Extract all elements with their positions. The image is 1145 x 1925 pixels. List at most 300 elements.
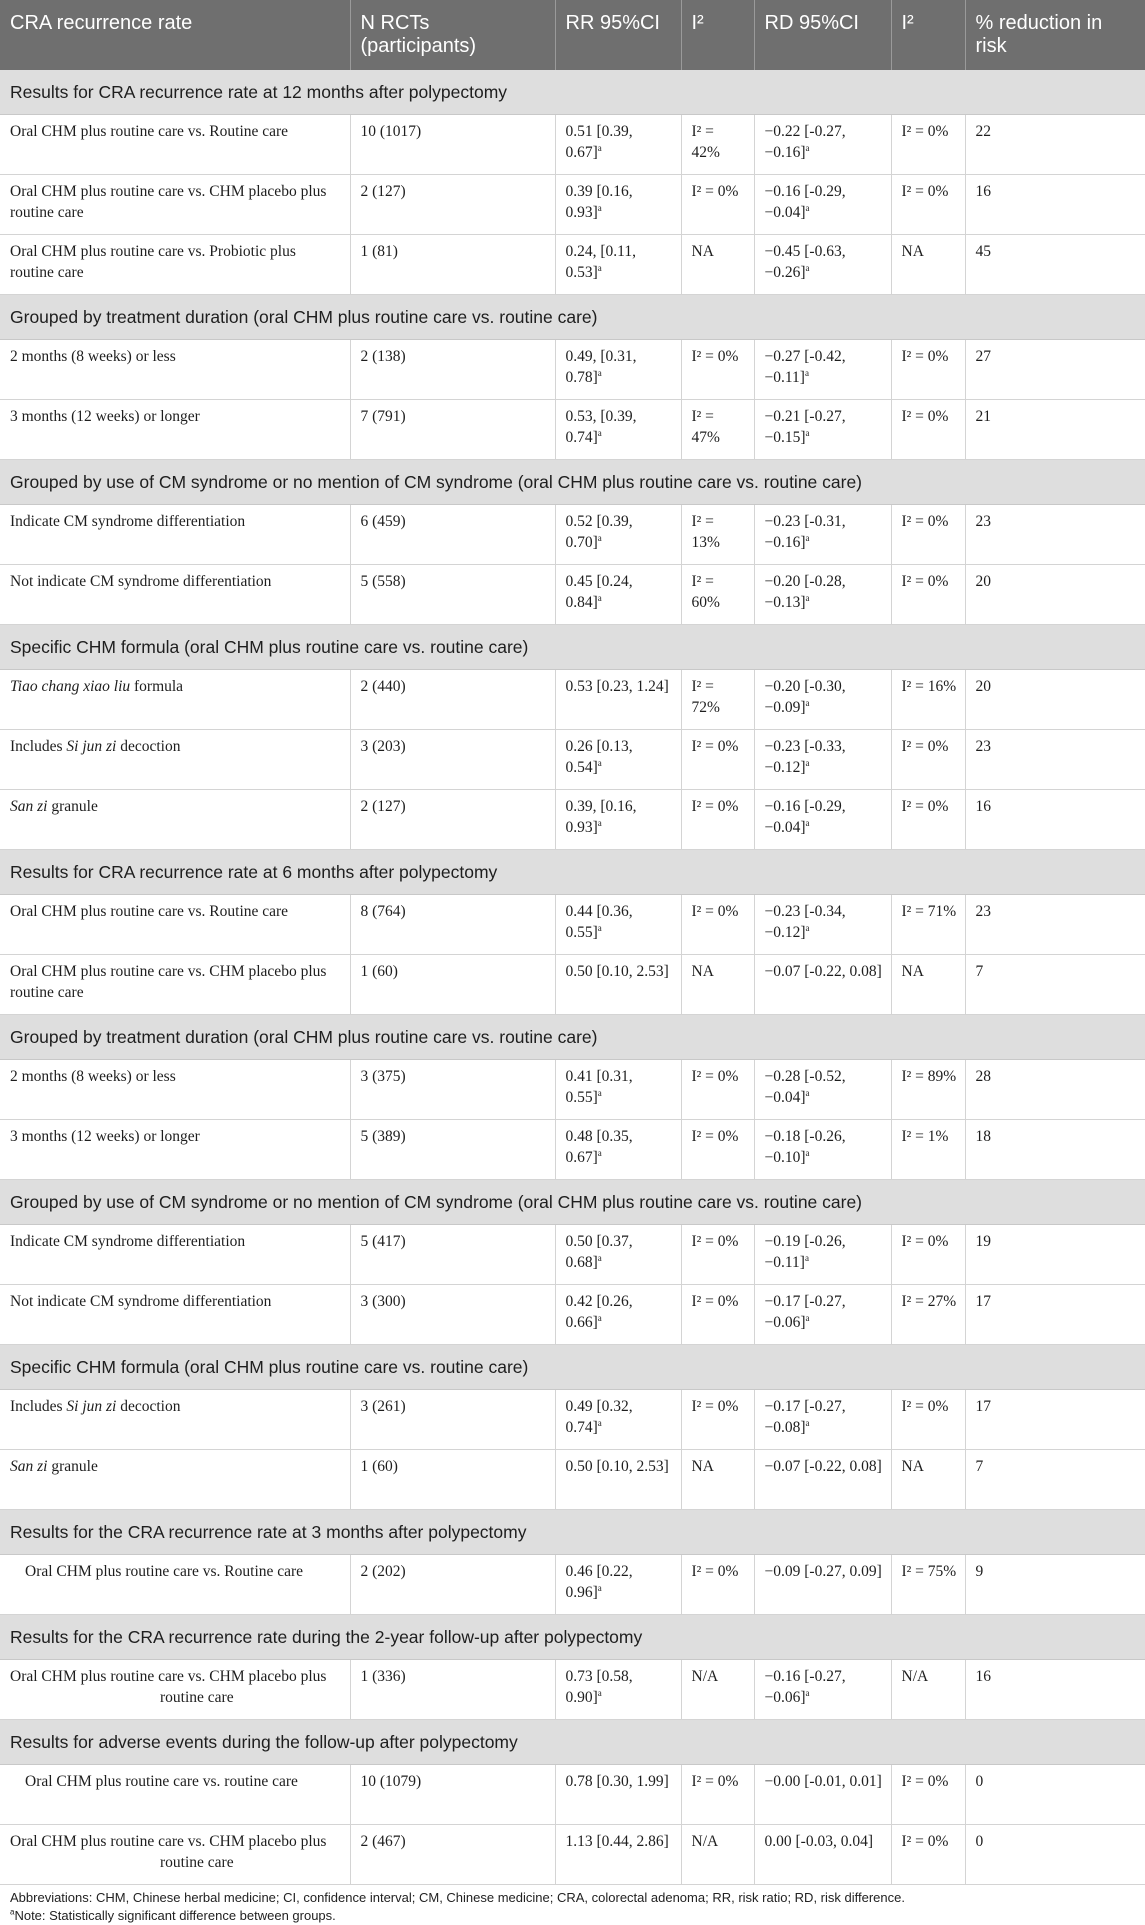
n-rcts-cell: 7 (791)	[350, 400, 555, 460]
rr-value: 0.53, [0.39, 0.74]	[565, 408, 637, 446]
risk-reduction-cell: 20	[965, 670, 1145, 730]
comparison-label	[0, 955, 350, 1015]
rr-cell	[555, 175, 681, 235]
label-text: Oral CHM plus routine care vs. CHM placebo plus routine care	[10, 183, 327, 221]
rr-cell	[555, 565, 681, 625]
i2-rd-cell: I² = 16%	[891, 670, 965, 730]
significance-marker: a	[805, 1147, 810, 1158]
label-text: Oral CHM plus routine care vs. Routine care	[25, 1563, 304, 1580]
significance-marker: a	[805, 1312, 810, 1323]
rd-value: −0.23 [-0.34, −0.12]	[764, 903, 846, 941]
significance-marker: a	[805, 427, 810, 438]
significance-marker: a	[804, 367, 809, 378]
rr-value: 0.50 [0.37, 0.68]	[565, 1233, 633, 1271]
i2-rr-cell: I² = 47%	[681, 400, 754, 460]
risk-reduction-cell: 22	[965, 115, 1145, 175]
i2-rr-cell: I² = 0%	[681, 1390, 754, 1450]
i2-rd-cell: I² = 27%	[891, 1285, 965, 1345]
comparison-label	[0, 1555, 350, 1615]
i2-rd-cell: NA	[891, 1450, 965, 1510]
risk-reduction-cell: 7	[965, 955, 1145, 1015]
rd-value: −0.28 [-0.52, −0.04]	[764, 1068, 846, 1106]
rr-value: 0.44 [0.36, 0.55]	[565, 903, 633, 941]
rd-cell	[754, 790, 891, 850]
rd-cell	[754, 1555, 891, 1615]
n-rcts-cell: 2 (440)	[350, 670, 555, 730]
significance-marker: a	[597, 1312, 602, 1323]
significance-marker: a	[804, 1252, 809, 1263]
table-row	[0, 955, 1145, 1015]
n-rcts-cell: 5 (417)	[350, 1225, 555, 1285]
rd-cell	[754, 1225, 891, 1285]
section-title: Grouped by use of CM syndrome or no mention of CM syndrome (oral CHM plus routine care vs. routine care)	[0, 460, 1145, 505]
rd-cell	[754, 1825, 891, 1885]
rr-value: 0.50 [0.10, 2.53]	[565, 963, 669, 980]
comparison-label	[0, 1825, 350, 1885]
table-row	[0, 1555, 1145, 1615]
rr-cell	[555, 115, 681, 175]
i2-rd-cell: I² = 0%	[891, 565, 965, 625]
i2-rd-cell: NA	[891, 955, 965, 1015]
significance-marker: a	[597, 427, 602, 438]
rr-value: 0.53 [0.23, 1.24]	[565, 678, 669, 695]
section-header-row	[0, 460, 1145, 505]
table-row	[0, 1660, 1145, 1720]
i2-rr-cell: I² = 0%	[681, 1765, 754, 1825]
rr-cell	[555, 400, 681, 460]
n-rcts-cell: 1 (60)	[350, 955, 555, 1015]
rr-cell	[555, 1765, 681, 1825]
i2-rr-cell: I² = 42%	[681, 115, 754, 175]
rr-value: 0.50 [0.10, 2.53]	[565, 1458, 669, 1475]
table-row	[0, 340, 1145, 400]
abbreviations-note: Abbreviations: CHM, Chinese herbal medicine; CI, confidence interval; CM, Chinese medicine; CRA, colorectal adenoma; RR, risk ratio; RD, risk difference.	[10, 1890, 905, 1905]
risk-reduction-cell: 28	[965, 1060, 1145, 1120]
comparison-label	[0, 1450, 350, 1510]
section-title: Results for adverse events during the follow-up after polypectomy	[0, 1720, 1145, 1765]
rr-value: 1.13 [0.44, 2.86]	[565, 1833, 669, 1850]
section-title: Results for the CRA recurrence rate during the 2-year follow-up after polypectomy	[0, 1615, 1145, 1660]
comparison-label	[0, 1660, 350, 1720]
comparison-label	[0, 730, 350, 790]
rd-cell	[754, 955, 891, 1015]
rr-value: 0.51 [0.39, 0.67]	[565, 123, 633, 161]
significance-marker: a	[805, 592, 810, 603]
risk-reduction-cell: 0	[965, 1825, 1145, 1885]
formula-name: Tiao chang xiao liu	[10, 678, 131, 695]
significance-marker: a	[597, 1582, 602, 1593]
n-rcts-cell: 10 (1079)	[350, 1765, 555, 1825]
i2-rr-cell: I² = 72%	[681, 670, 754, 730]
rr-cell	[555, 955, 681, 1015]
label-text: Oral CHM plus routine care vs. Probiotic plus routine care	[10, 243, 296, 281]
footnotes	[0, 1885, 1145, 1925]
comparison-label	[0, 115, 350, 175]
rr-cell	[555, 1450, 681, 1510]
significance-marker: a	[597, 1147, 602, 1158]
table-row	[0, 1120, 1145, 1180]
rd-cell	[754, 505, 891, 565]
i2-rr-cell: I² = 0%	[681, 730, 754, 790]
rr-value: 0.78 [0.30, 1.99]	[565, 1773, 669, 1790]
risk-reduction-cell: 23	[965, 895, 1145, 955]
significance-marker: a	[597, 367, 602, 378]
i2-rd-cell: I² = 1%	[891, 1120, 965, 1180]
rr-cell	[555, 1060, 681, 1120]
section-header-row	[0, 1345, 1145, 1390]
i2-rd-cell: I² = 0%	[891, 730, 965, 790]
i2-rd-cell: I² = 0%	[891, 1225, 965, 1285]
col-header-rr: RR 95%CI	[555, 0, 681, 70]
risk-reduction-cell: 9	[965, 1555, 1145, 1615]
risk-reduction-cell: 17	[965, 1285, 1145, 1345]
significance-marker: a	[597, 592, 602, 603]
table-row	[0, 1825, 1145, 1885]
n-rcts-cell: 10 (1017)	[350, 115, 555, 175]
rd-value: −0.16 [-0.27, −0.06]	[764, 1668, 846, 1706]
label-text: Oral CHM plus routine care vs. Routine care	[10, 903, 289, 920]
significance-marker: a	[597, 817, 602, 828]
i2-rr-cell: I² = 0%	[681, 1120, 754, 1180]
rd-value: −0.17 [-0.27, −0.08]	[764, 1398, 846, 1436]
significance-note	[10, 1907, 1135, 1925]
section-header-row	[0, 1510, 1145, 1555]
table-row	[0, 235, 1145, 295]
rd-value: −0.16 [-0.29, −0.04]	[764, 798, 846, 836]
table-row	[0, 790, 1145, 850]
i2-rd-cell: NA	[891, 235, 965, 295]
rd-cell	[754, 730, 891, 790]
significance-marker: a	[805, 202, 810, 213]
significance-marker: a	[805, 262, 810, 273]
rd-value: −0.45 [-0.63, −0.26]	[764, 243, 846, 281]
significance-marker: a	[597, 1417, 602, 1428]
significance-marker: a	[805, 1417, 810, 1428]
significance-marker: a	[805, 697, 810, 708]
rr-value: 0.39, [0.16, 0.93]	[565, 798, 637, 836]
rr-value: 0.52 [0.39, 0.70]	[565, 513, 633, 551]
significance-marker: a	[597, 922, 602, 933]
table-row	[0, 730, 1145, 790]
rr-cell	[555, 790, 681, 850]
header-row	[0, 0, 1145, 70]
rd-value: −0.21 [-0.27, −0.15]	[764, 408, 846, 446]
rd-cell	[754, 1660, 891, 1720]
label-text: 3 months (12 weeks) or longer	[10, 408, 200, 425]
rr-value: 0.24, [0.11, 0.53]	[565, 243, 636, 281]
risk-reduction-cell: 20	[965, 565, 1145, 625]
label-text: Oral CHM plus routine care vs. Routine care	[10, 123, 289, 140]
label-wrap	[10, 1832, 342, 1873]
comparison-label	[0, 505, 350, 565]
n-rcts-cell: 5 (558)	[350, 565, 555, 625]
rd-value: −0.22 [-0.27, −0.16]	[764, 123, 846, 161]
rr-cell	[555, 235, 681, 295]
label-suffix: granule	[47, 1458, 98, 1475]
rr-cell	[555, 1825, 681, 1885]
rr-value: 0.48 [0.35, 0.67]	[565, 1128, 633, 1166]
col-header-n-rcts: N RCTs (participants)	[350, 0, 555, 70]
i2-rd-cell: I² = 0%	[891, 1390, 965, 1450]
rd-value: −0.23 [-0.31, −0.16]	[764, 513, 846, 551]
i2-rd-cell: I² = 0%	[891, 505, 965, 565]
comparison-label	[0, 670, 350, 730]
table-row	[0, 1060, 1145, 1120]
rd-value: −0.20 [-0.30, −0.09]	[764, 678, 846, 716]
i2-rr-cell: N/A	[681, 1825, 754, 1885]
comparison-label	[0, 1390, 350, 1450]
n-rcts-cell: 3 (300)	[350, 1285, 555, 1345]
i2-rr-cell: NA	[681, 235, 754, 295]
label-line-2: routine care	[160, 1853, 234, 1871]
significance-marker: a	[805, 532, 810, 543]
i2-rd-cell: I² = 89%	[891, 1060, 965, 1120]
label-text: Indicate CM syndrome differentiation	[10, 1233, 246, 1250]
rd-value: −0.00 [-0.01, 0.01]	[764, 1773, 882, 1790]
i2-rd-cell: I² = 0%	[891, 1765, 965, 1825]
rr-value: 0.26 [0.13, 0.54]	[565, 738, 633, 776]
note-marker: a	[10, 1907, 15, 1917]
comparison-label	[0, 175, 350, 235]
rd-cell	[754, 235, 891, 295]
rr-value: 0.45 [0.24, 0.84]	[565, 573, 633, 611]
significance-marker: a	[597, 757, 602, 768]
n-rcts-cell: 1 (81)	[350, 235, 555, 295]
col-header-i2-rd: I²	[891, 0, 965, 70]
risk-reduction-cell: 16	[965, 790, 1145, 850]
n-rcts-cell: 3 (375)	[350, 1060, 555, 1120]
significance-marker: a	[597, 142, 602, 153]
label-suffix: decoction	[116, 1398, 181, 1415]
formula-name: Si jun zi	[66, 738, 117, 755]
i2-rd-cell: I² = 0%	[891, 340, 965, 400]
i2-rr-cell: N/A	[681, 1660, 754, 1720]
n-rcts-cell: 8 (764)	[350, 895, 555, 955]
rd-cell	[754, 670, 891, 730]
significance-marker: a	[597, 1087, 602, 1098]
rd-cell	[754, 1450, 891, 1510]
i2-rd-cell: I² = 0%	[891, 400, 965, 460]
label-text: Indicate CM syndrome differentiation	[10, 513, 246, 530]
i2-rr-cell: I² = 0%	[681, 1225, 754, 1285]
table-row	[0, 400, 1145, 460]
i2-rd-cell: I² = 0%	[891, 790, 965, 850]
rr-value: 0.39 [0.16, 0.93]	[565, 183, 633, 221]
rd-cell	[754, 1285, 891, 1345]
col-header-i2-rr: I²	[681, 0, 754, 70]
risk-reduction-cell: 16	[965, 1660, 1145, 1720]
label-wrap	[10, 1667, 342, 1708]
section-title: Results for CRA recurrence rate at 6 months after polypectomy	[0, 850, 1145, 895]
rd-cell	[754, 400, 891, 460]
i2-rd-cell: I² = 0%	[891, 1825, 965, 1885]
rd-cell	[754, 1120, 891, 1180]
rd-value: −0.20 [-0.28, −0.13]	[764, 573, 846, 611]
i2-rd-cell: I² = 71%	[891, 895, 965, 955]
rd-cell	[754, 1390, 891, 1450]
significance-marker: a	[597, 202, 602, 213]
n-rcts-cell: 2 (127)	[350, 175, 555, 235]
table-row	[0, 670, 1145, 730]
comparison-label	[0, 400, 350, 460]
label-text: Oral CHM plus routine care vs. CHM placebo plus routine care	[10, 963, 327, 1001]
significance-marker: a	[805, 757, 810, 768]
section-header-row	[0, 70, 1145, 115]
col-header-rd: RD 95%CI	[754, 0, 891, 70]
risk-reduction-cell: 21	[965, 400, 1145, 460]
label-line-1: Oral CHM plus routine care vs. CHM placebo plus	[10, 1833, 327, 1850]
table-row	[0, 1285, 1145, 1345]
table-row	[0, 175, 1145, 235]
label-prefix: Includes	[10, 1398, 67, 1415]
n-rcts-cell: 2 (138)	[350, 340, 555, 400]
n-rcts-cell: 1 (336)	[350, 1660, 555, 1720]
rd-value: −0.18 [-0.26, −0.10]	[764, 1128, 846, 1166]
rr-cell	[555, 1660, 681, 1720]
rr-cell	[555, 1225, 681, 1285]
rd-cell	[754, 340, 891, 400]
significance-marker: a	[805, 922, 810, 933]
formula-name: Si jun zi	[66, 1398, 117, 1415]
table-row	[0, 565, 1145, 625]
rr-cell	[555, 1555, 681, 1615]
table-row	[0, 1390, 1145, 1450]
risk-reduction-cell: 16	[965, 175, 1145, 235]
n-rcts-cell: 2 (202)	[350, 1555, 555, 1615]
section-header-row	[0, 295, 1145, 340]
comparison-label	[0, 340, 350, 400]
table-row	[0, 895, 1145, 955]
i2-rr-cell: I² = 0%	[681, 895, 754, 955]
rd-value: −0.09 [-0.27, 0.09]	[764, 1563, 882, 1580]
comparison-label	[0, 895, 350, 955]
i2-rd-cell: I² = 75%	[891, 1555, 965, 1615]
rr-cell	[555, 505, 681, 565]
rd-value: −0.19 [-0.26, −0.11]	[764, 1233, 846, 1271]
label-suffix: decoction	[116, 738, 181, 755]
section-header-row	[0, 625, 1145, 670]
section-title: Grouped by use of CM syndrome or no mention of CM syndrome (oral CHM plus routine care vs. routine care)	[0, 1180, 1145, 1225]
risk-reduction-cell: 17	[965, 1390, 1145, 1450]
i2-rr-cell: NA	[681, 1450, 754, 1510]
section-title: Specific CHM formula (oral CHM plus routine care vs. routine care)	[0, 1345, 1145, 1390]
section-title: Results for CRA recurrence rate at 12 months after polypectomy	[0, 70, 1145, 115]
risk-reduction-cell: 23	[965, 730, 1145, 790]
table-row	[0, 115, 1145, 175]
comparison-label	[0, 1060, 350, 1120]
rd-value: 0.00 [-0.03, 0.04]	[764, 1833, 873, 1850]
rr-cell	[555, 1285, 681, 1345]
n-rcts-cell: 1 (60)	[350, 1450, 555, 1510]
section-title: Specific CHM formula (oral CHM plus routine care vs. routine care)	[0, 625, 1145, 670]
i2-rr-cell: I² = 13%	[681, 505, 754, 565]
section-header-row	[0, 850, 1145, 895]
comparison-label	[0, 1225, 350, 1285]
n-rcts-cell: 2 (127)	[350, 790, 555, 850]
significance-note-text: Note: Statistically significant difference between groups.	[14, 1908, 336, 1923]
i2-rr-cell: I² = 0%	[681, 790, 754, 850]
label-prefix: Includes	[10, 738, 67, 755]
section-header-row	[0, 1180, 1145, 1225]
label-text: Oral CHM plus routine care vs. routine care	[25, 1773, 298, 1790]
rd-value: −0.07 [-0.22, 0.08]	[764, 1458, 882, 1475]
risk-reduction-cell: 0	[965, 1765, 1145, 1825]
rr-cell	[555, 1120, 681, 1180]
rr-value: 0.49, [0.31, 0.78]	[565, 348, 637, 386]
i2-rd-cell: I² = 0%	[891, 175, 965, 235]
rr-value: 0.41 [0.31, 0.55]	[565, 1068, 633, 1106]
section-title: Grouped by treatment duration (oral CHM plus routine care vs. routine care)	[0, 1015, 1145, 1060]
label-text: 2 months (8 weeks) or less	[10, 1068, 176, 1085]
rd-value: −0.23 [-0.33, −0.12]	[764, 738, 846, 776]
label-line-1: Oral CHM plus routine care vs. CHM placebo plus	[10, 1668, 327, 1685]
label-text: Not indicate CM syndrome differentiation	[10, 1293, 272, 1310]
i2-rr-cell: I² = 0%	[681, 1555, 754, 1615]
label-suffix: formula	[130, 678, 184, 695]
i2-rd-cell: I² = 0%	[891, 115, 965, 175]
i2-rr-cell: I² = 0%	[681, 1285, 754, 1345]
rd-value: −0.27 [-0.42, −0.11]	[764, 348, 846, 386]
significance-marker: a	[805, 1087, 810, 1098]
rd-cell	[754, 565, 891, 625]
table-row	[0, 1225, 1145, 1285]
rr-cell	[555, 730, 681, 790]
rr-value: 0.46 [0.22, 0.96]	[565, 1563, 633, 1601]
section-header-row	[0, 1615, 1145, 1660]
n-rcts-cell: 2 (467)	[350, 1825, 555, 1885]
rr-cell	[555, 1390, 681, 1450]
rd-cell	[754, 175, 891, 235]
comparison-label	[0, 1765, 350, 1825]
significance-marker: a	[597, 1252, 602, 1263]
risk-reduction-cell: 23	[965, 505, 1145, 565]
n-rcts-cell: 5 (389)	[350, 1120, 555, 1180]
i2-rr-cell: I² = 60%	[681, 565, 754, 625]
risk-reduction-cell: 18	[965, 1120, 1145, 1180]
section-header-row	[0, 1015, 1145, 1060]
significance-marker: a	[597, 262, 602, 273]
risk-reduction-cell: 19	[965, 1225, 1145, 1285]
col-header-reduction: % reduction in risk	[965, 0, 1145, 70]
n-rcts-cell: 3 (261)	[350, 1390, 555, 1450]
label-suffix: granule	[47, 798, 98, 815]
significance-marker: a	[597, 532, 602, 543]
rd-cell	[754, 115, 891, 175]
n-rcts-cell: 3 (203)	[350, 730, 555, 790]
rd-cell	[754, 1765, 891, 1825]
label-text: 2 months (8 weeks) or less	[10, 348, 176, 365]
comparison-label	[0, 1120, 350, 1180]
rr-value: 0.49 [0.32, 0.74]	[565, 1398, 633, 1436]
label-line-2: routine care	[160, 1688, 234, 1706]
risk-reduction-cell: 7	[965, 1450, 1145, 1510]
col-header-outcome: CRA recurrence rate	[0, 0, 350, 70]
rd-cell	[754, 895, 891, 955]
table-row	[0, 1765, 1145, 1825]
rr-cell	[555, 670, 681, 730]
n-rcts-cell: 6 (459)	[350, 505, 555, 565]
rd-value: −0.07 [-0.22, 0.08]	[764, 963, 882, 980]
significance-marker: a	[805, 142, 810, 153]
formula-name: San zi	[10, 1458, 48, 1475]
formula-name: San zi	[10, 798, 48, 815]
table-row	[0, 505, 1145, 565]
i2-rr-cell: I² = 0%	[681, 175, 754, 235]
label-text: 3 months (12 weeks) or longer	[10, 1128, 200, 1145]
label-text: Not indicate CM syndrome differentiation	[10, 573, 272, 590]
comparison-label	[0, 235, 350, 295]
significance-marker: a	[597, 1687, 602, 1698]
